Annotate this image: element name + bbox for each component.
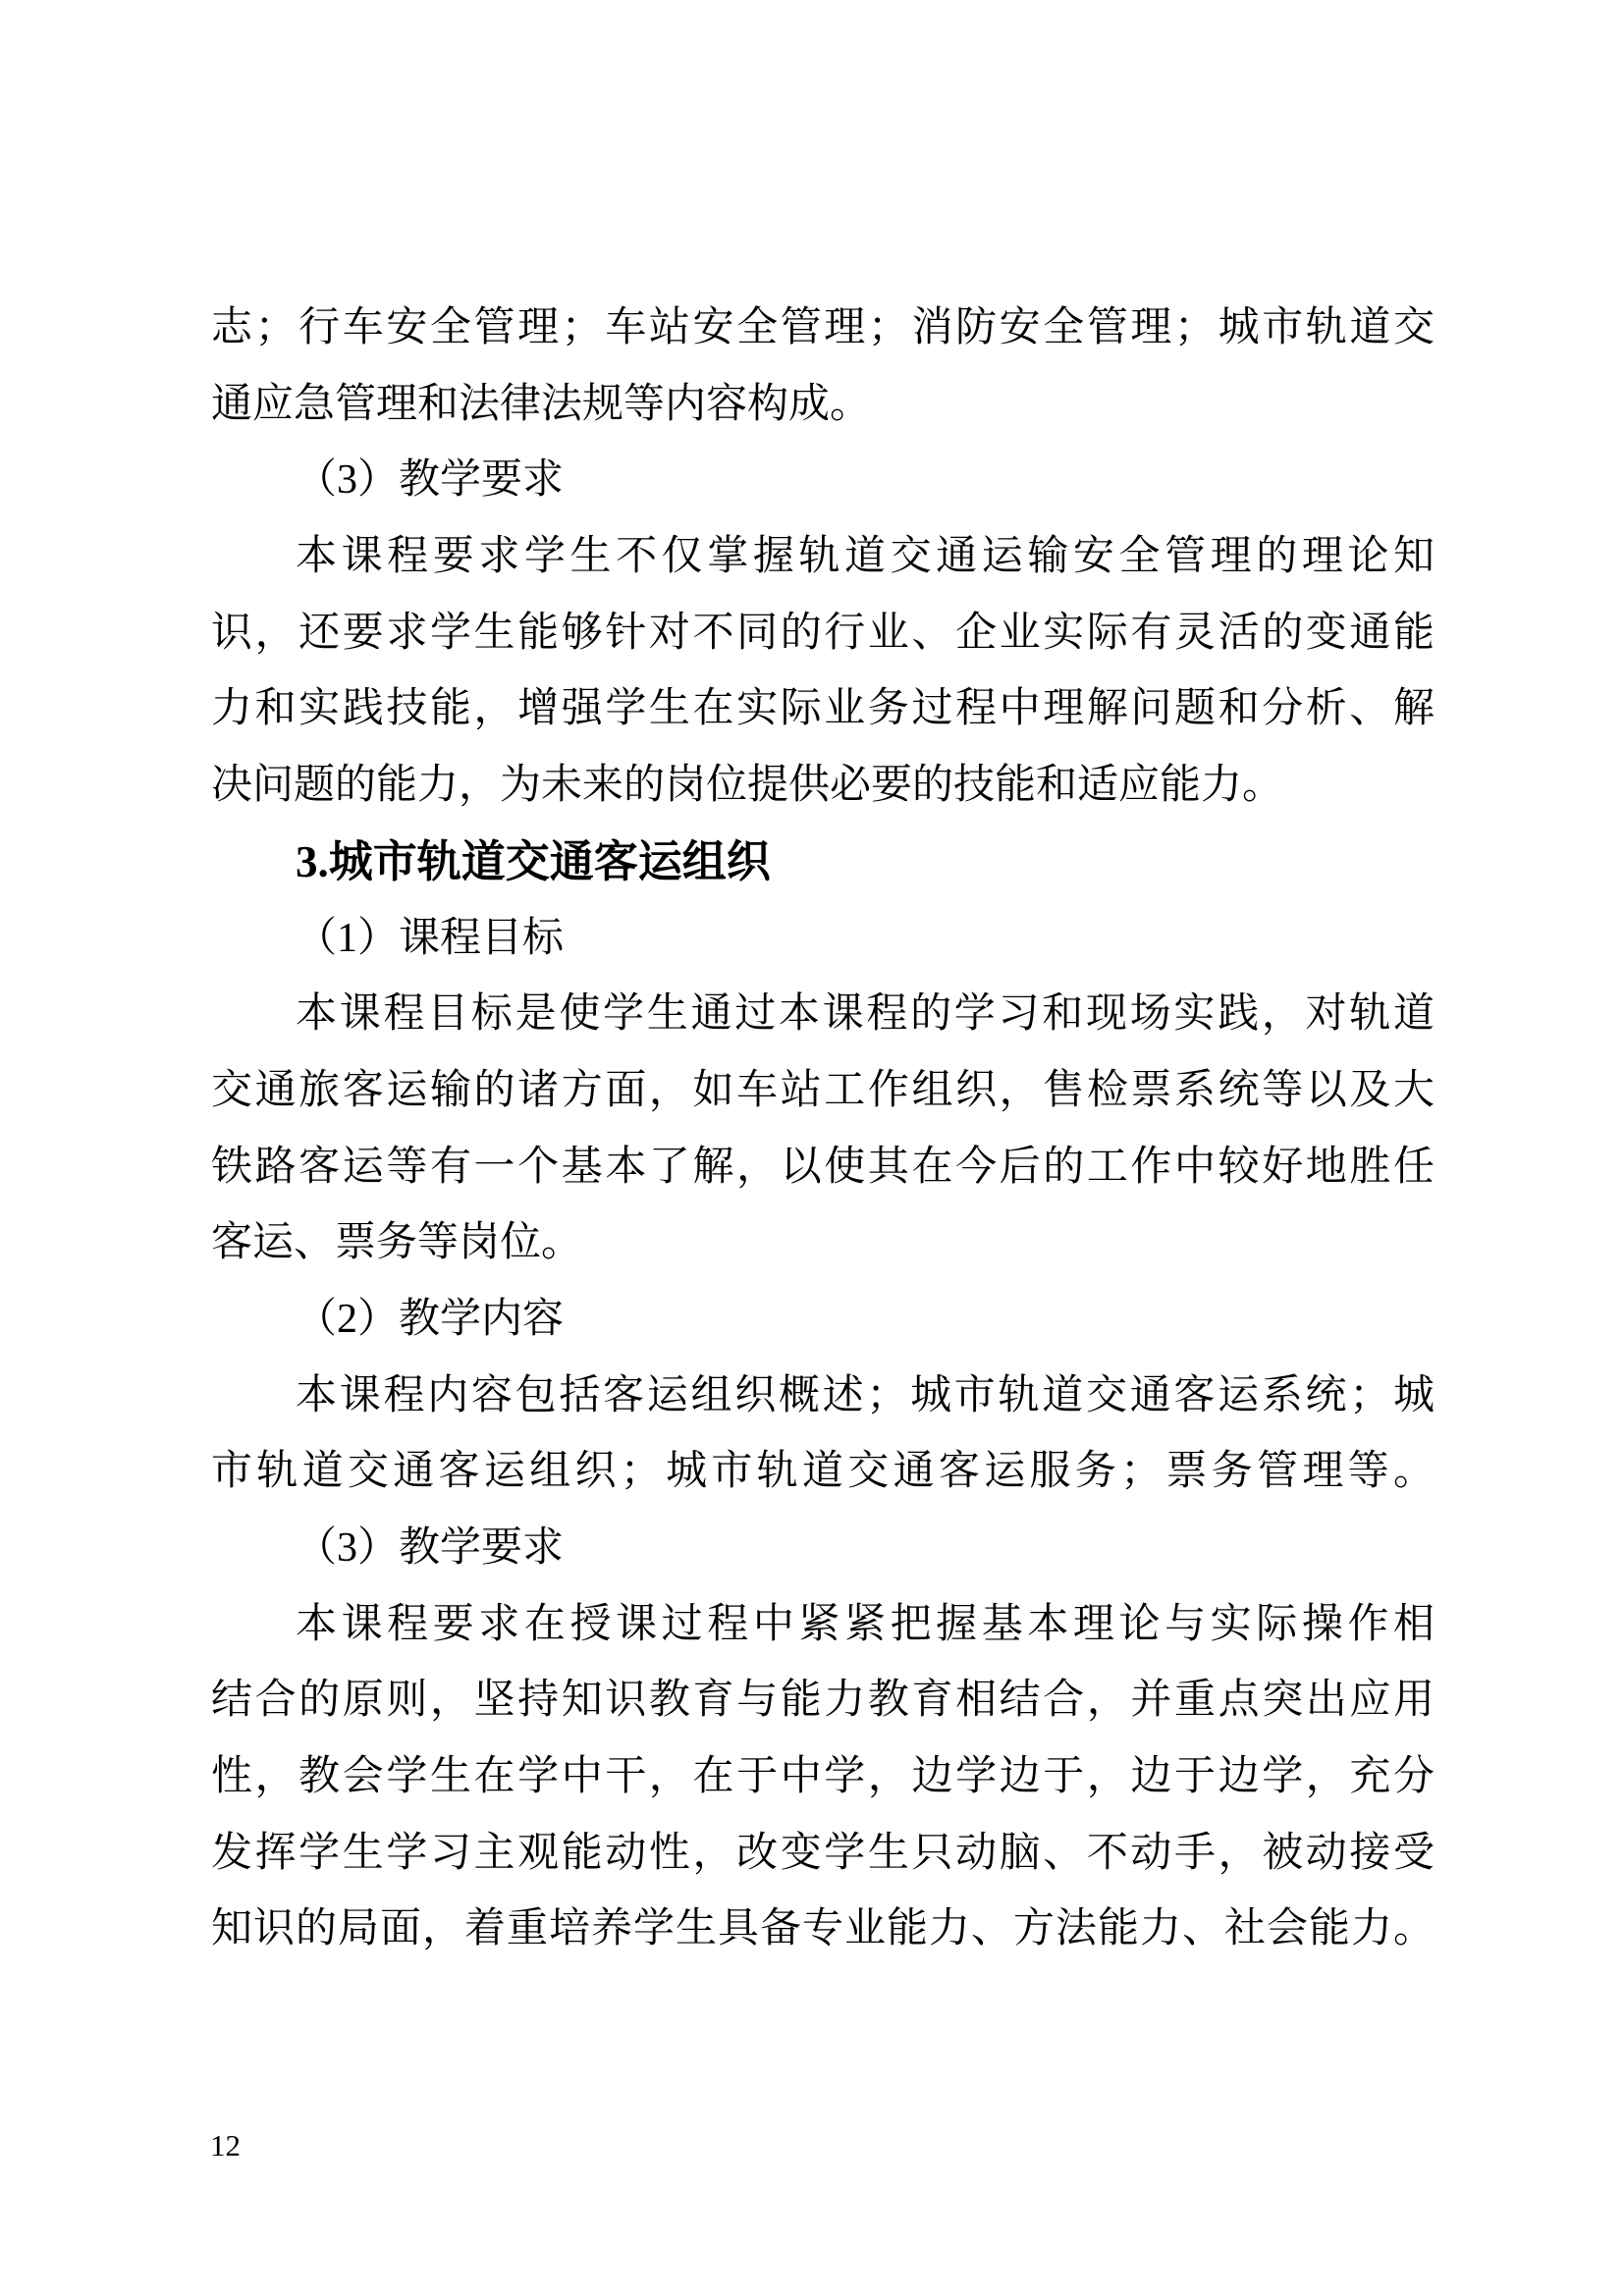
text-line: 发挥学生学习主观能动性，改变学生只动脑、不动手，被动接受 bbox=[211, 1830, 1435, 1876]
text-line: 本课程要求学生不仅掌握轨道交通运输安全管理的理论知 bbox=[296, 534, 1435, 580]
text-line: 客运、票务等岗位。 bbox=[211, 1220, 583, 1266]
text-line: 交通旅客运输的诸方面，如车站工作组织，售检票系统等以及大 bbox=[211, 1067, 1435, 1113]
text-block bbox=[211, 291, 1435, 1968]
text-line: （2）教学内容 bbox=[296, 1296, 565, 1342]
text-line: 本课程内容包括客运组织概述；城市轨道交通客运系统；城 bbox=[296, 1372, 1435, 1418]
page-number: 12 bbox=[210, 2128, 241, 2163]
text-line: 力和实践技能，增强学生在实际业务过程中理解问题和分析、解 bbox=[211, 686, 1435, 732]
text-line: 本课程目标是使学生通过本课程的学习和现场实践，对轨道 bbox=[296, 991, 1435, 1038]
text-line: 志；行车安全管理；车站安全管理；消防安全管理；城市轨道交 bbox=[211, 305, 1435, 350]
text-line: 知识的局面，着重培养学生具备专业能力、方法能力、社会能力。 bbox=[211, 1906, 1435, 1952]
text-line: 本课程要求在授课过程中紧紧把握基本理论与实际操作相 bbox=[296, 1601, 1435, 1647]
text-line: 性，教会学生在学中干，在于中学，边学边于，边于边学，充分 bbox=[211, 1754, 1435, 1800]
text-line: 识，还要求学生能够针对不同的行业、企业实际有灵活的变通能 bbox=[211, 610, 1435, 656]
text-line: 通应急管理和法律法规等内容构成。 bbox=[211, 381, 872, 427]
text-line: （3）教学要求 bbox=[296, 457, 565, 504]
text-line: 决问题的能力，为未来的岗位提供必要的技能和适应能力。 bbox=[211, 763, 1284, 809]
text-line: （1）课程目标 bbox=[296, 915, 565, 961]
text-line: （3）教学要求 bbox=[296, 1525, 565, 1571]
text-line: 市轨道交通客运组织；城市轨道交通客运服务；票务管理等。 bbox=[211, 1449, 1435, 1495]
section-heading: 3.城市轨道交通客运组织 bbox=[296, 836, 771, 886]
text-line: 铁路客运等有一个基本了解，以使其在今后的工作中较好地胜任 bbox=[211, 1144, 1435, 1190]
text-line: 结合的原则，坚持知识教育与能力教育相结合，并重点突出应用 bbox=[211, 1678, 1435, 1724]
